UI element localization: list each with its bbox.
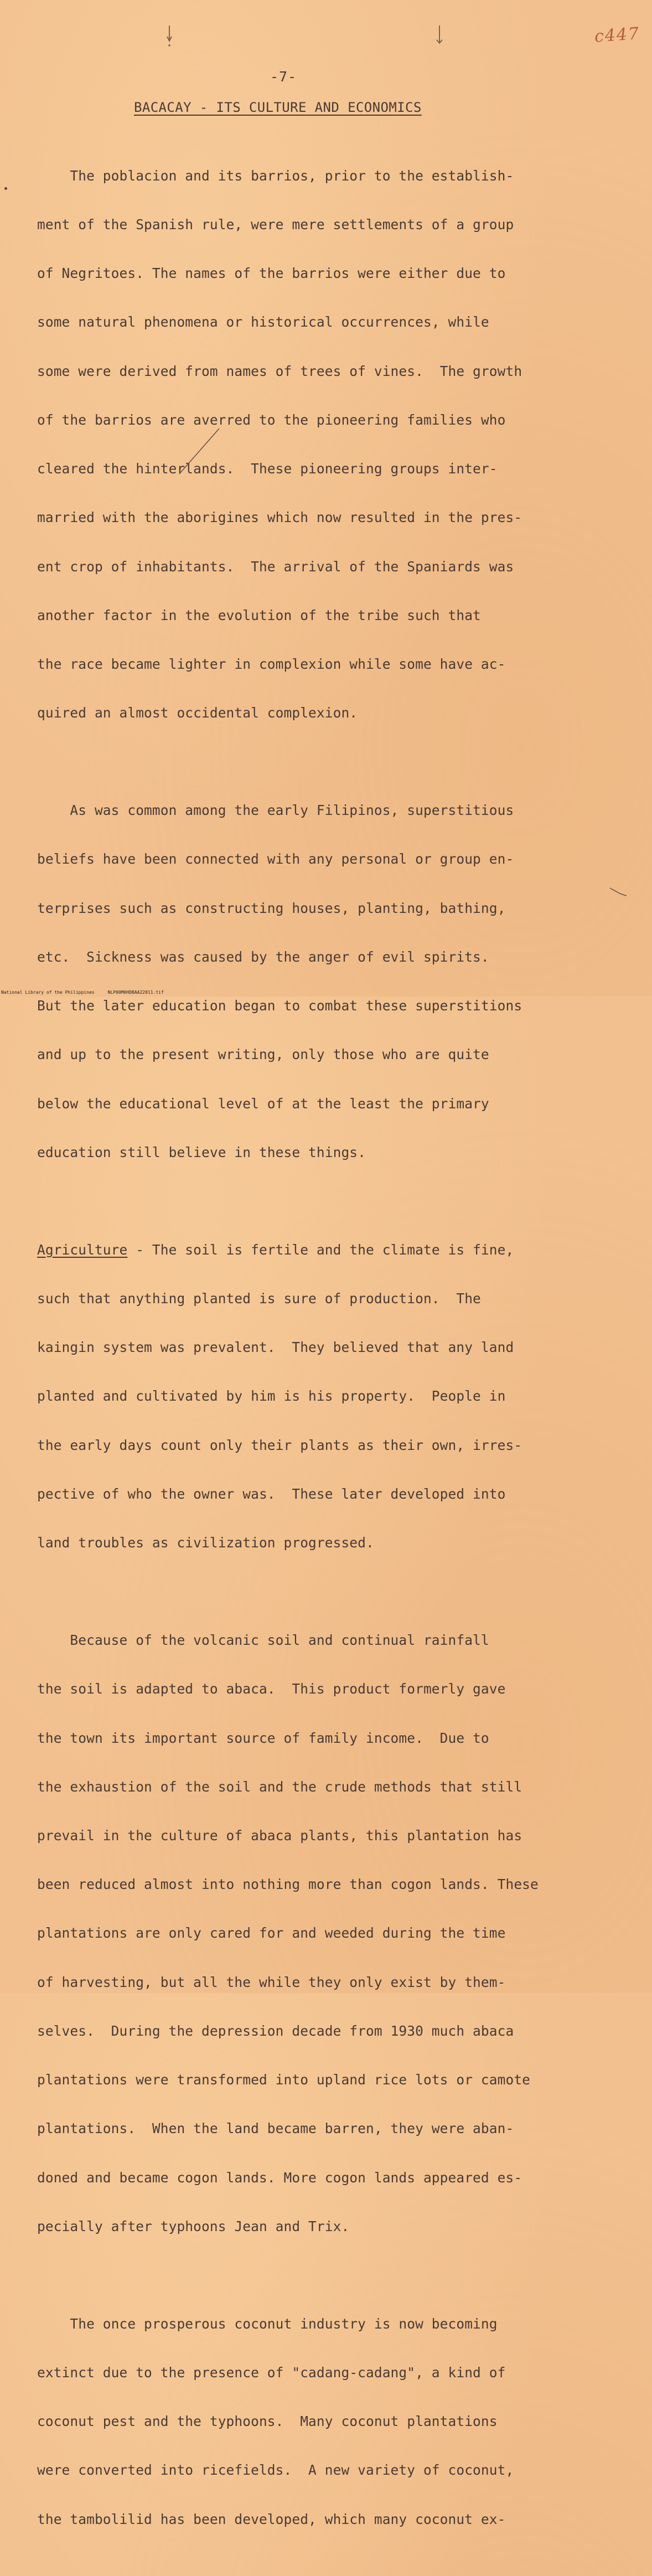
archive-number: c447 — [593, 24, 641, 47]
text-line: the town its important source of family income. Due to — [37, 1730, 489, 1746]
text-line: been reduced almost into nothing more than cogon lands. These — [37, 1876, 539, 1893]
text-line: the race became lighter in complexion while some have ac- — [37, 656, 506, 672]
text-line: pecially after typhoons Jean and Trix. — [37, 2218, 350, 2234]
text-line: the tambolilid has been developed, which many coconut ex- — [37, 2511, 506, 2527]
text-line: of harvesting, but all the while they only exist by them- — [37, 1974, 506, 1990]
text-line: selves. During the depression decade from 1930 much abaca — [37, 2022, 514, 2039]
text-line: pective of who the owner was. These later developed into — [37, 1485, 506, 1502]
paragraph-abaca — [37, 1599, 624, 2267]
text-line: ent crop of inhabitants. The arrival of the Spaniards was — [37, 558, 514, 575]
pencil-slash-mark — [177, 426, 221, 476]
text-line: The poblacion and its barrios, prior to the establish- — [37, 167, 514, 184]
text-line: cleared the hinterlands. These pioneering groups inter- — [37, 461, 498, 477]
text-line — [37, 1242, 624, 1258]
text-line: etc. Sickness was caused by the anger of evil spirits. — [37, 948, 489, 965]
text-line: land troubles as civilization progressed. — [37, 1535, 374, 1551]
text-line: The once prosperous coconut industry is now becoming — [37, 2315, 498, 2332]
text-line: beliefs have been connected with any personal or group en- — [37, 851, 514, 868]
margin-dot — [4, 187, 7, 190]
text-line: ment of the Spanish rule, were mere settlements of a group — [37, 216, 514, 233]
text-line: below the educational level of at the least the primary — [37, 1095, 489, 1112]
text-line: terprises such as constructing houses, planting, bathing, — [37, 900, 506, 916]
text-line: kaingin system was prevalent. They believed that any land — [37, 1339, 514, 1356]
text-line: the soil is adapted to abaca. This product formerly gave — [37, 1681, 506, 1697]
archive-footer: National Library of the Philippines NLP00M0HDBAA22011.tif — [1, 990, 164, 995]
text-line: planted and cultivated by him is his property. People in — [37, 1388, 506, 1405]
text-line: coconut pest and the typhoons. Many coconut plantations — [37, 2413, 498, 2430]
text-line: But the later education began to combat these superstitions — [37, 998, 522, 1014]
text-line: Because of the volcanic soil and continual rainfall — [37, 1632, 489, 1649]
text-line: some natural phenomena or historical occurrences, while — [37, 314, 489, 331]
staple-mark-right — [434, 24, 445, 51]
text-line: doned and became cogon lands. More cogon lands appeared es- — [37, 2169, 522, 2186]
text-line: education still believe in these things. — [37, 1144, 366, 1160]
text-line: some were derived from names of trees of vines. The growth — [37, 363, 522, 379]
text-line: the exhaustion of the soil and the crude methods that still — [37, 1778, 522, 1795]
body-text — [37, 135, 624, 2576]
paragraph-coconut — [37, 2283, 624, 2560]
paragraph-agriculture — [37, 1209, 624, 1583]
page-number: -7- — [270, 69, 297, 85]
paragraph-superstitions — [37, 770, 624, 1193]
text-line: and up to the present writing, only those who are quite — [37, 1046, 489, 1063]
pencil-tick-mark — [609, 886, 628, 899]
text-fragment: - The soil is fertile and the climate is fine, — [127, 1241, 514, 1258]
text-line: of the barrios are averred to the pioneering families who — [37, 411, 506, 428]
text-line: prevail in the culture of abaca plants, this plantation has — [37, 1828, 522, 1844]
text-line: As was common among the early Filipinos, superstitious — [37, 802, 514, 819]
text-line: the early days count only their plants as their own, irres- — [37, 1437, 522, 1453]
text-line: extinct due to the presence of "cadang-cadang", a kind of — [37, 2365, 506, 2381]
text-line: quired an almost occidental complexion. — [37, 705, 358, 721]
text-line: married with the aborigines which now resulted in the pres- — [37, 509, 522, 526]
page-title: BACACAY - ITS CULTURE AND ECONOMICS — [134, 100, 422, 115]
section-heading-agriculture: Agriculture — [37, 1241, 128, 1258]
text-line: of Negritoes. The names of the barrios were either due to — [37, 265, 506, 282]
paragraph-origins — [37, 135, 624, 753]
text-line: plantations are only cared for and weeded during the time — [37, 1925, 506, 1942]
text-line: plantations were transformed into upland rice lots or camote — [37, 2072, 531, 2088]
text-line: plantations. When the land became barren, they were aban- — [37, 2120, 514, 2137]
text-line: were converted into ricefields. A new variety of coconut, — [37, 2462, 514, 2479]
staple-mark-left — [164, 24, 175, 51]
text-line: another factor in the evolution of the tribe such that — [37, 607, 481, 623]
text-line: such that anything planted is sure of production. The — [37, 1290, 481, 1307]
